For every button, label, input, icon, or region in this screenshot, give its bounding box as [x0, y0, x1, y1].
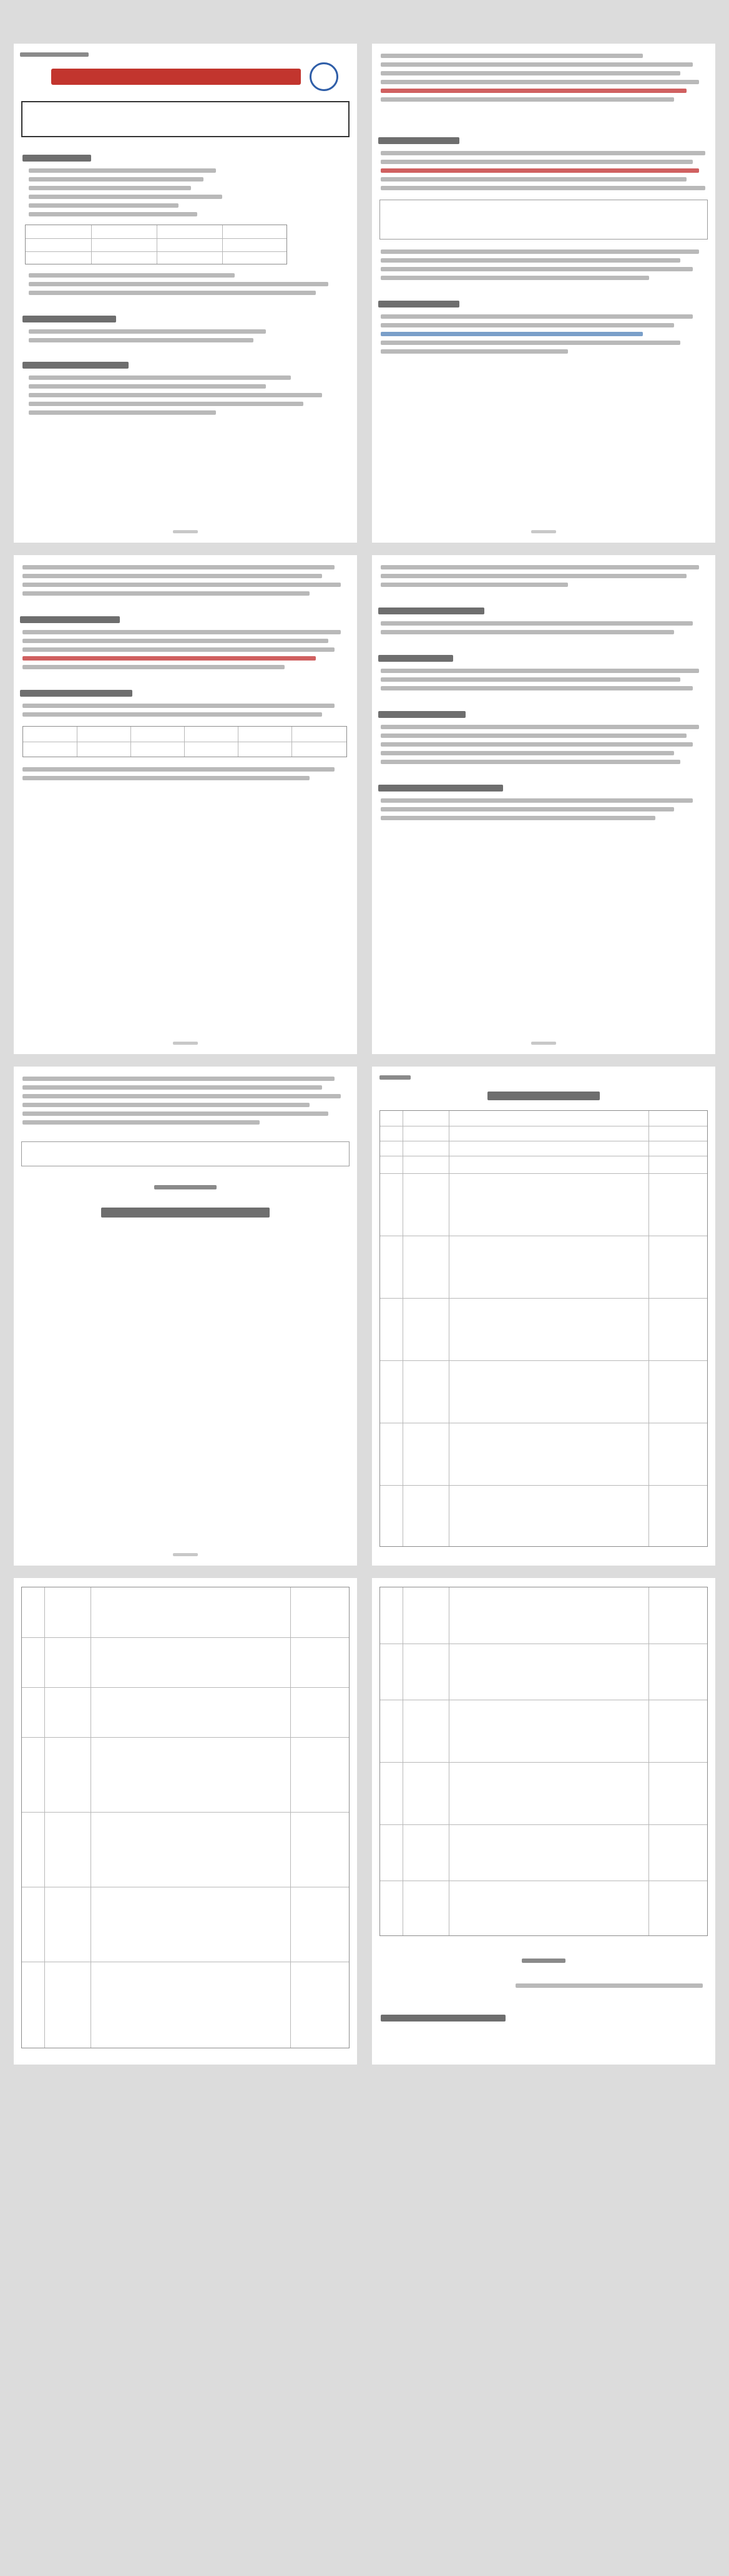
text-line: [22, 574, 322, 578]
text-line: [381, 798, 693, 803]
page-6: [372, 1067, 715, 1566]
text-line: [381, 54, 643, 58]
section-heading-line: [22, 155, 91, 162]
text-line: [29, 186, 191, 190]
text-line: [29, 203, 179, 208]
table: [22, 726, 347, 757]
document-number-line: [20, 52, 89, 57]
page-5: [14, 1067, 357, 1566]
text-line: [29, 273, 235, 278]
text-line: [22, 1085, 322, 1090]
text-line: [381, 160, 693, 164]
text-line: [29, 177, 203, 182]
attachment-label: [379, 1075, 411, 1080]
page-number: [531, 1042, 556, 1045]
text-line: [29, 212, 197, 216]
text-line: [22, 712, 322, 717]
text-line: [29, 338, 253, 342]
date-line: [522, 1959, 565, 1963]
text-line: [22, 591, 310, 596]
page-number: [173, 1042, 198, 1045]
text-line: [22, 767, 335, 772]
text-line: [22, 665, 285, 669]
agency-seal-icon: [310, 62, 338, 91]
table: [25, 225, 287, 264]
text-line: [22, 647, 335, 652]
section-heading-line: [22, 316, 116, 322]
issuer-name-line: [101, 1208, 270, 1218]
page-number: [531, 530, 556, 533]
page-8: [372, 1578, 715, 2065]
text-line: [29, 329, 266, 334]
text-line: [29, 393, 322, 397]
text-line: [29, 410, 216, 415]
text-line: [381, 258, 680, 263]
section-heading-line: [378, 711, 466, 718]
text-line: [381, 186, 705, 190]
text-line: [29, 384, 266, 389]
form-table: [379, 1110, 708, 1547]
section-heading-line: [378, 608, 484, 614]
text-line: [22, 1103, 310, 1107]
text-box: [379, 200, 708, 240]
warning-notice-box: [21, 101, 350, 137]
section-heading-line: [378, 785, 503, 792]
text-line: [381, 734, 687, 738]
section-heading-line: [378, 137, 459, 144]
text-line: [381, 71, 680, 75]
form-title-line: [487, 1092, 600, 1100]
page-1: [14, 44, 357, 543]
text-line: [381, 621, 693, 626]
text-line: [381, 760, 680, 764]
text-line: [29, 168, 216, 173]
text-line: [22, 630, 341, 634]
text-line: [29, 375, 291, 380]
text-line: [381, 669, 699, 673]
text-line: [381, 249, 699, 254]
page-2: [372, 44, 715, 543]
text-line: [381, 630, 674, 634]
text-line: [381, 725, 699, 729]
text-line: [22, 565, 335, 569]
text-line: [22, 583, 341, 587]
page-7: [14, 1578, 357, 2065]
text-line: [381, 62, 693, 67]
text-line: [381, 97, 674, 102]
text-line: [22, 776, 310, 780]
recipient-line: [381, 2015, 506, 2022]
text-line: [22, 1094, 341, 1098]
text-line: [381, 323, 674, 327]
highlighted-text-line: [22, 656, 316, 661]
section-heading-line: [20, 690, 132, 697]
page-4: [372, 555, 715, 1054]
page-number: [173, 1553, 198, 1556]
text-line: [29, 282, 328, 286]
text-line: [29, 402, 303, 406]
section-heading-line: [20, 616, 120, 623]
text-line: [381, 349, 568, 354]
text-line: [381, 267, 693, 271]
date-line: [154, 1185, 217, 1189]
notice-title-line: [51, 69, 301, 85]
text-line: [29, 291, 316, 295]
highlighted-text-line: [381, 332, 643, 336]
text-line: [22, 704, 335, 708]
text-line: [381, 816, 655, 820]
text-line: [381, 151, 705, 155]
text-line: [22, 1077, 335, 1081]
text-line: [381, 807, 674, 811]
signature-line: [516, 1983, 703, 1988]
text-line: [381, 751, 674, 755]
text-line: [381, 686, 693, 690]
page-3: [14, 555, 357, 1054]
text-line: [22, 1120, 260, 1125]
text-line: [381, 276, 649, 280]
text-line: [381, 177, 687, 182]
text-line: [29, 195, 222, 199]
text-line: [22, 639, 328, 643]
text-line: [381, 314, 693, 319]
text-line: [381, 677, 680, 682]
form-table: [21, 1587, 350, 2048]
text-line: [381, 742, 693, 747]
section-heading-line: [22, 362, 129, 369]
text-box: [21, 1141, 350, 1166]
section-heading-line: [378, 655, 453, 662]
highlighted-text-line: [381, 89, 687, 93]
highlighted-text-line: [381, 168, 699, 173]
text-line: [381, 583, 568, 587]
text-line: [381, 565, 699, 569]
form-table: [379, 1587, 708, 1936]
page-number: [173, 530, 198, 533]
section-heading-line: [378, 301, 459, 307]
text-line: [381, 574, 687, 578]
text-line: [381, 341, 680, 345]
text-line: [22, 1111, 328, 1116]
text-line: [381, 80, 699, 84]
